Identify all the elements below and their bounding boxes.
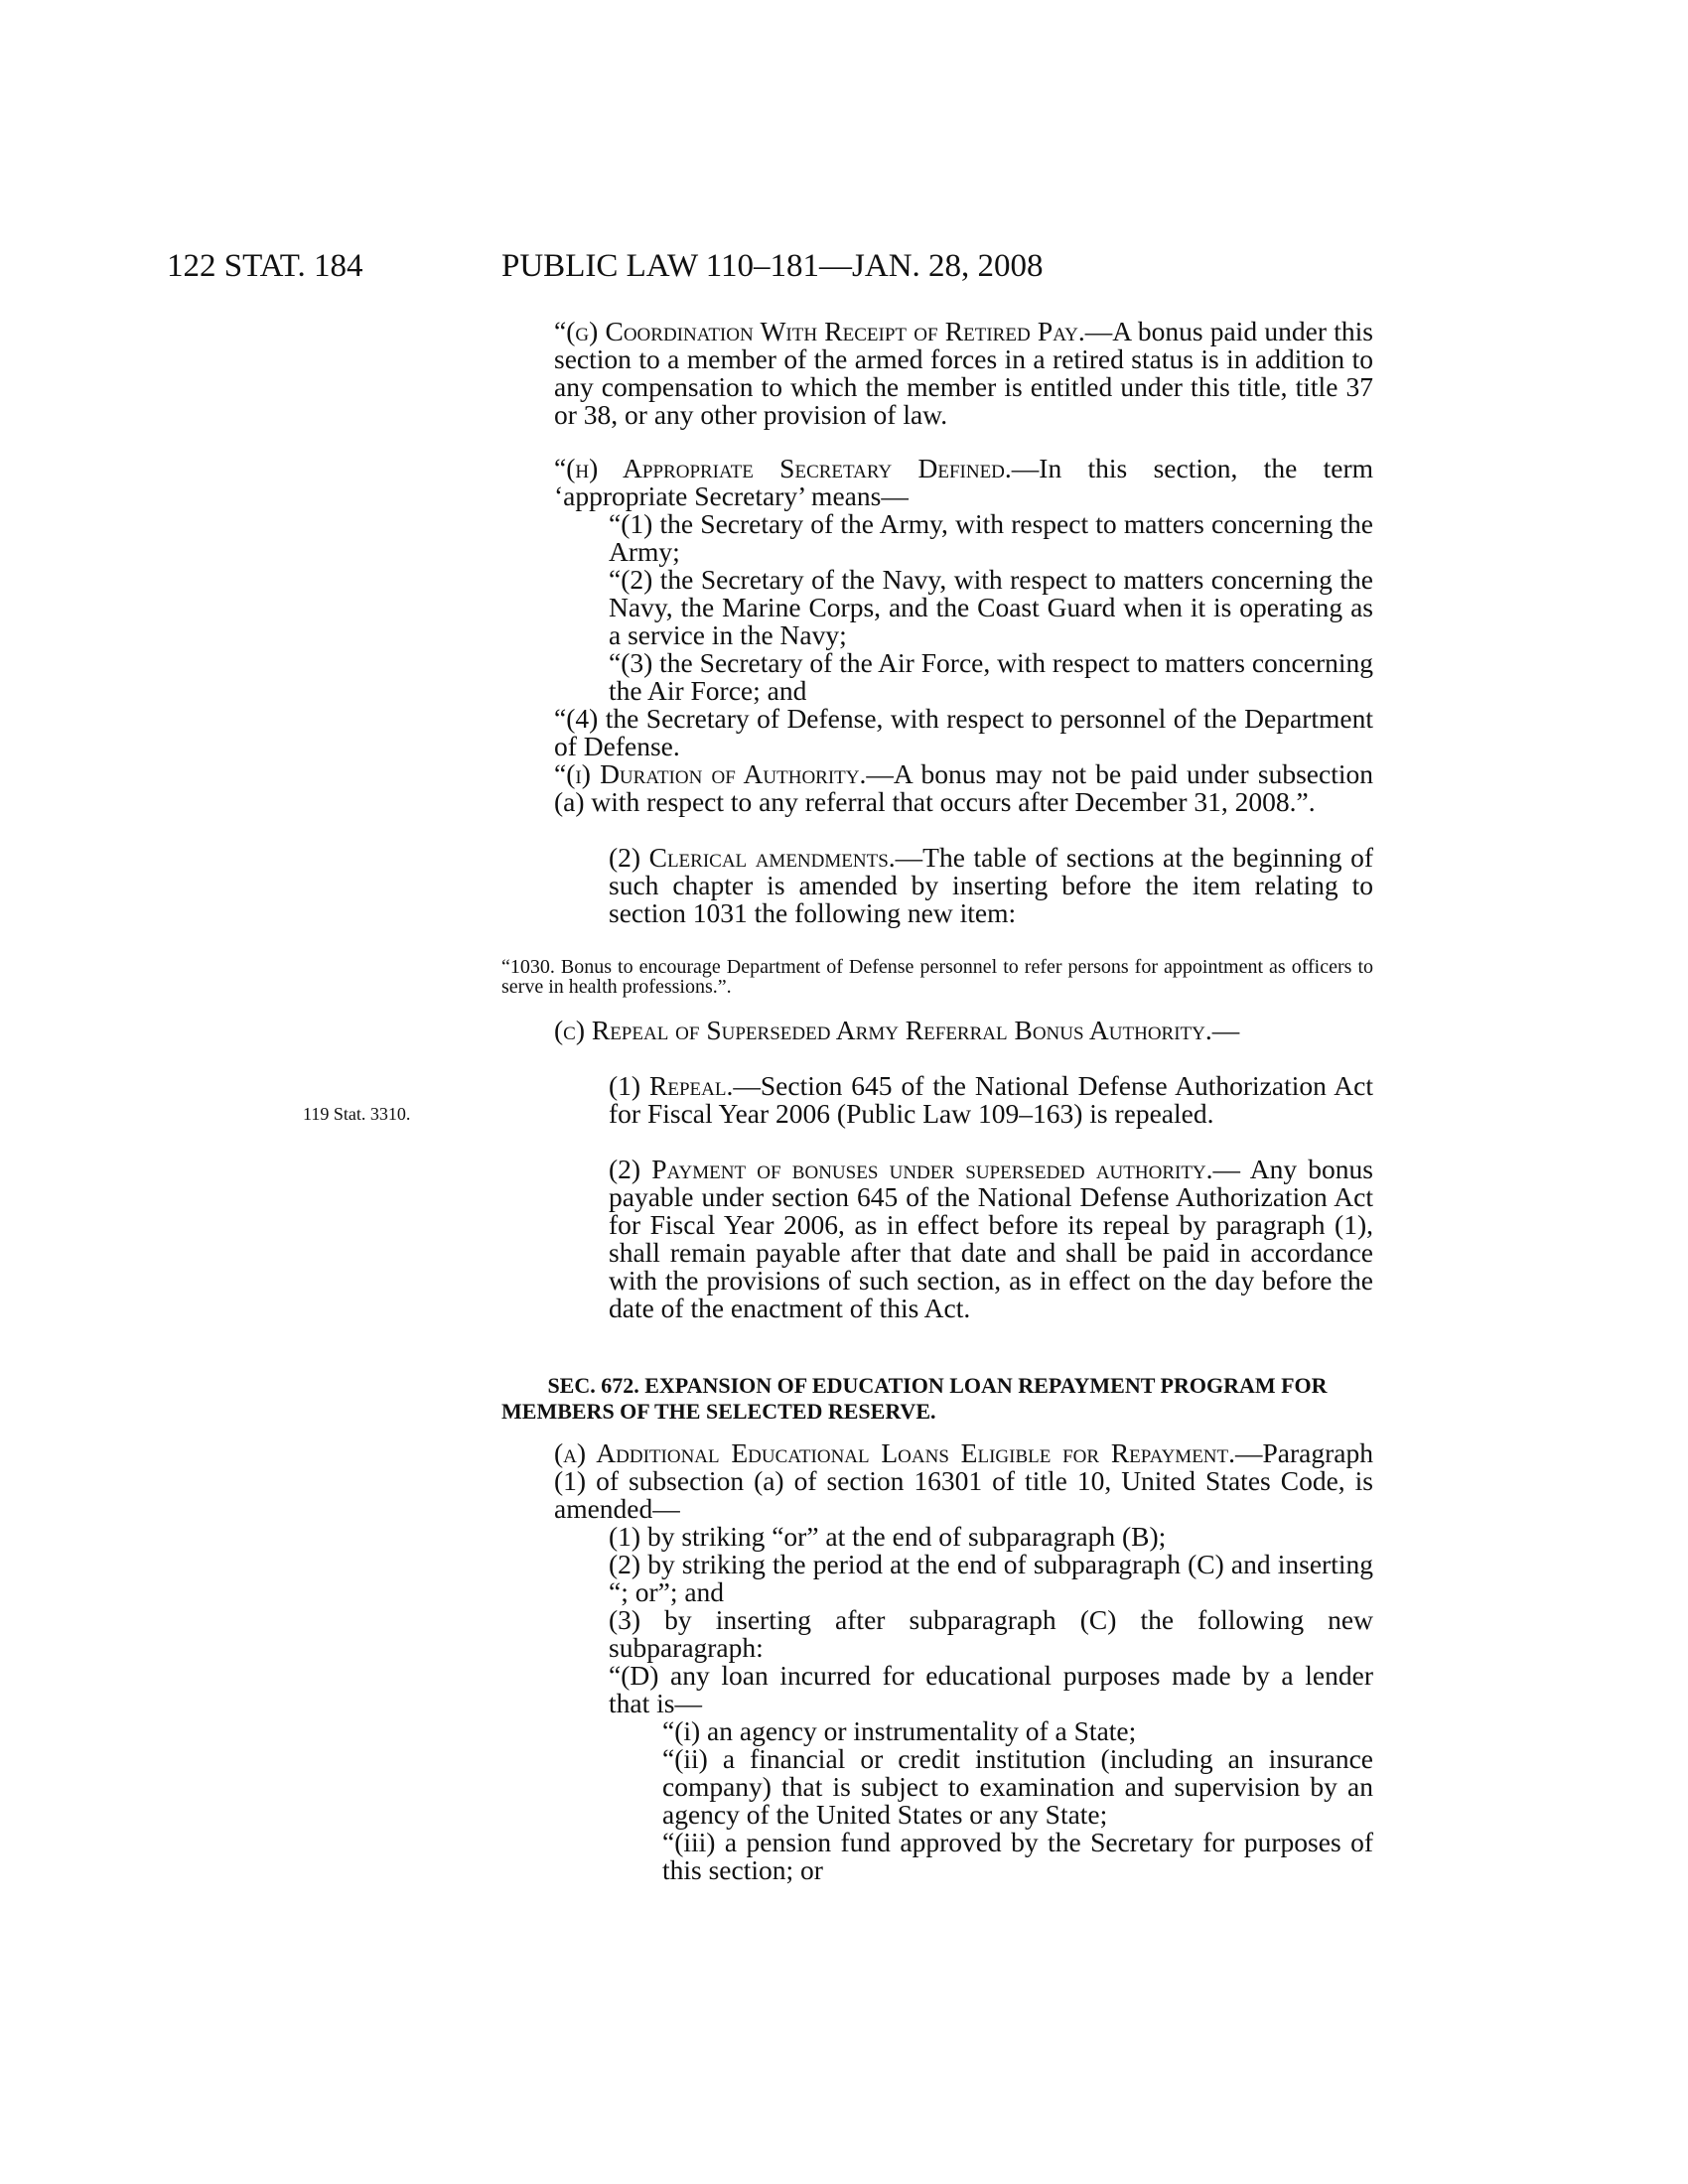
a2-text: (2) by striking the period at the end of subparagraph (C) and inserting “; or”; and <box>609 1549 1373 1607</box>
h1-text: “(1) the Secretary of the Army, with respect to matters concerning the Army; <box>609 508 1373 567</box>
stat-page-number: 122 STAT. 184 <box>167 248 363 284</box>
clerical-amendments-heading: (2) Clerical amendments. <box>609 842 896 873</box>
h2-text: “(2) the Secretary of the Navy, with respect to matters concerning the Navy, the Marine Corps, and the Coast Guard when it is operating as a service in the Navy; <box>609 564 1373 650</box>
a1-text: (1) by striking “or” at the end of subparagraph (B); <box>609 1521 1167 1552</box>
subsection-h <box>499 455 1373 510</box>
subsection-h-1 <box>554 510 1373 566</box>
sec672-a-D-iii <box>608 1829 1373 1884</box>
sec-672-title: SEC. 672. EXPANSION OF EDUCATION LOAN REPAYMENT PROGRAM FOR MEMBERS OF THE SELECTED RESERVE. <box>501 1373 1328 1424</box>
clerical-amendments <box>554 844 1373 927</box>
clerical-amendments-text: —The table of sections at the beginning of such chapter is amended by inserting before the item relating to section 1031 the following new item: <box>609 842 1373 928</box>
subsection-g <box>499 318 1373 429</box>
public-law-title: PUBLIC LAW 110–181—JAN. 28, 2008 <box>501 248 1044 284</box>
ai-text: “(i) an agency or instrumentality of a State; <box>662 1715 1137 1746</box>
subsection-c-heading: (c) Repeal of Superseded Army Referral Bonus Authority. <box>554 1015 1212 1045</box>
sec672-a-heading: (a) Additional Educational Loans Eligible for Repayment. <box>554 1437 1236 1468</box>
sec672-a-D-ii <box>608 1745 1373 1829</box>
sec672-a-2 <box>554 1551 1373 1606</box>
c1-heading: (1) Repeal. <box>609 1070 734 1101</box>
margin-citation: 119 Stat. 3310. <box>303 1104 411 1124</box>
sec672-subsection-a <box>499 1439 1373 1523</box>
subsection-g-text: —A bonus paid under this section to a member of the armed forces in a retired status is in addition to any compensation to which the member is entitled under this title, title 37 or 38, or any other provision of law. <box>554 316 1373 430</box>
item-1030-text: “1030. Bonus to encourage Department of Defense personnel to refer persons for appointment as officers to serve in health professions.”. <box>501 956 1373 998</box>
subsection-c-1 <box>554 1072 1373 1128</box>
subsection-c <box>499 1017 1373 1044</box>
subsection-i-text: —A bonus may not be paid under subsection (a) with respect to any referral that occurs after December 31, 2008.”. <box>554 758 1373 817</box>
subsection-h-text: —In this section, the term ‘appropriate Secretary’ means— <box>554 453 1373 511</box>
aD-text: “(D) any loan incurred for educational purposes made by a lender that is— <box>609 1660 1373 1718</box>
subsection-h-4 <box>499 705 1373 760</box>
sec672-a-1 <box>554 1523 1373 1551</box>
subsection-i-heading: “(i) Duration of Authority. <box>554 758 867 789</box>
c1-text: —Section 645 of the National Defense Authorization Act for Fiscal Year 2006 (Public Law 109–163) is repealed. <box>609 1070 1374 1129</box>
subsection-h-heading: “(h) Appropriate Secretary Defined. <box>554 453 1012 483</box>
h3-text: “(3) the Secretary of the Air Force, with respect to matters concerning the Air Force; and <box>609 647 1373 706</box>
subsection-h-2 <box>554 566 1373 649</box>
sec672-a-D <box>554 1662 1373 1717</box>
c2-heading: (2) Payment of bonuses under superseded authority. <box>609 1154 1213 1184</box>
table-item-1030 <box>501 957 1373 997</box>
aiii-text: “(iii) a pension fund approved by the Secretary for purposes of this section; or <box>662 1827 1373 1885</box>
section-672-heading <box>501 1373 1373 1425</box>
a3-text: (3) by inserting after subparagraph (C) the following new subparagraph: <box>609 1604 1373 1663</box>
c2-text: — Any bonus payable under section 645 of the National Defense Authorization Act for Fiscal Year 2006, as in effect before its repeal by paragraph (1), shall remain payable after that date and shall be paid in accordance with the provisions of such section, as in effect on the day before the date of the enactment of this Act. <box>609 1154 1374 1323</box>
subsection-c-text: — <box>1211 1015 1240 1045</box>
sec672-a-D-i <box>608 1717 1373 1745</box>
subsection-h-3 <box>554 649 1373 705</box>
h4-text: “(4) the Secretary of Defense, with respect to personnel of the Department of Defense. <box>554 703 1373 761</box>
subsection-i <box>499 760 1373 816</box>
sec672-a-text: —Paragraph (1) of subsection (a) of section 16301 of title 10, United States Code, is amended— <box>554 1437 1373 1524</box>
aii-text: “(ii) a financial or credit institution (including an insurance company) that is subject to examination and supervision by an agency of the United States or any State; <box>662 1743 1373 1830</box>
subsection-c-2 <box>554 1156 1373 1322</box>
sec672-a-3 <box>554 1606 1373 1662</box>
subsection-g-heading: “(g) Coordination With Receipt of Retired Pay. <box>554 316 1085 346</box>
